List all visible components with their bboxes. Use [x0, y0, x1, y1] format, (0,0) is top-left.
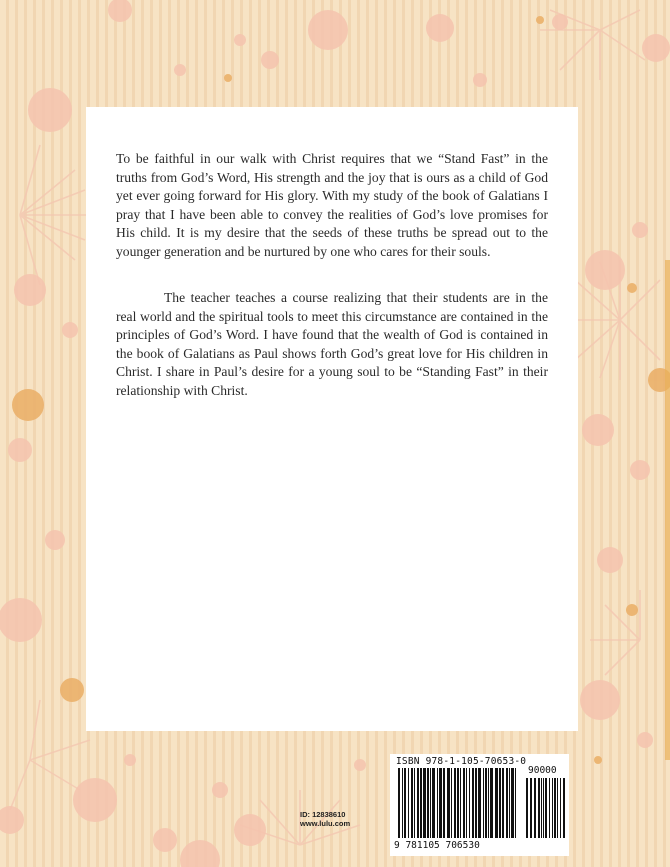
back-cover-text-panel — [86, 107, 578, 731]
barcode-digits: 9 781105 706530 — [394, 840, 480, 851]
publisher-url: www.lulu.com — [300, 819, 351, 828]
publisher-info — [300, 810, 360, 828]
price-code: 90000 — [528, 765, 557, 776]
publisher-id: ID: 12838610 — [300, 810, 346, 819]
isbn-label: ISBN 978-1-105-70653-0 — [396, 756, 527, 767]
isbn-barcode — [390, 754, 569, 856]
paragraph-1: To be faithful in our walk with Christ requires that we “Stand Fast” in the truths from God’s Word, His strength and the joy that is ours as a child of God yet ever going forward for His glory. With my study of the book of Galatians I pray that I have been able to convey the realities of God’s love promises for His child. It is my desire that the seeds of these truths be spread out to the younger generation and be nurtured by one who cares for their souls. — [116, 151, 548, 259]
paragraph-2: The teacher teaches a course realizing that their students are in the real world and the spiritual tools to meet this circumstance are contained in the principles of God’s Word. I have found that the wealth of God is contained in the book of Galatians as Paul shows forth God’s great love for His children in Christ. I share in Paul’s desire for a young soul to be “Standing Fast” in their relationship with Christ. — [116, 290, 548, 398]
